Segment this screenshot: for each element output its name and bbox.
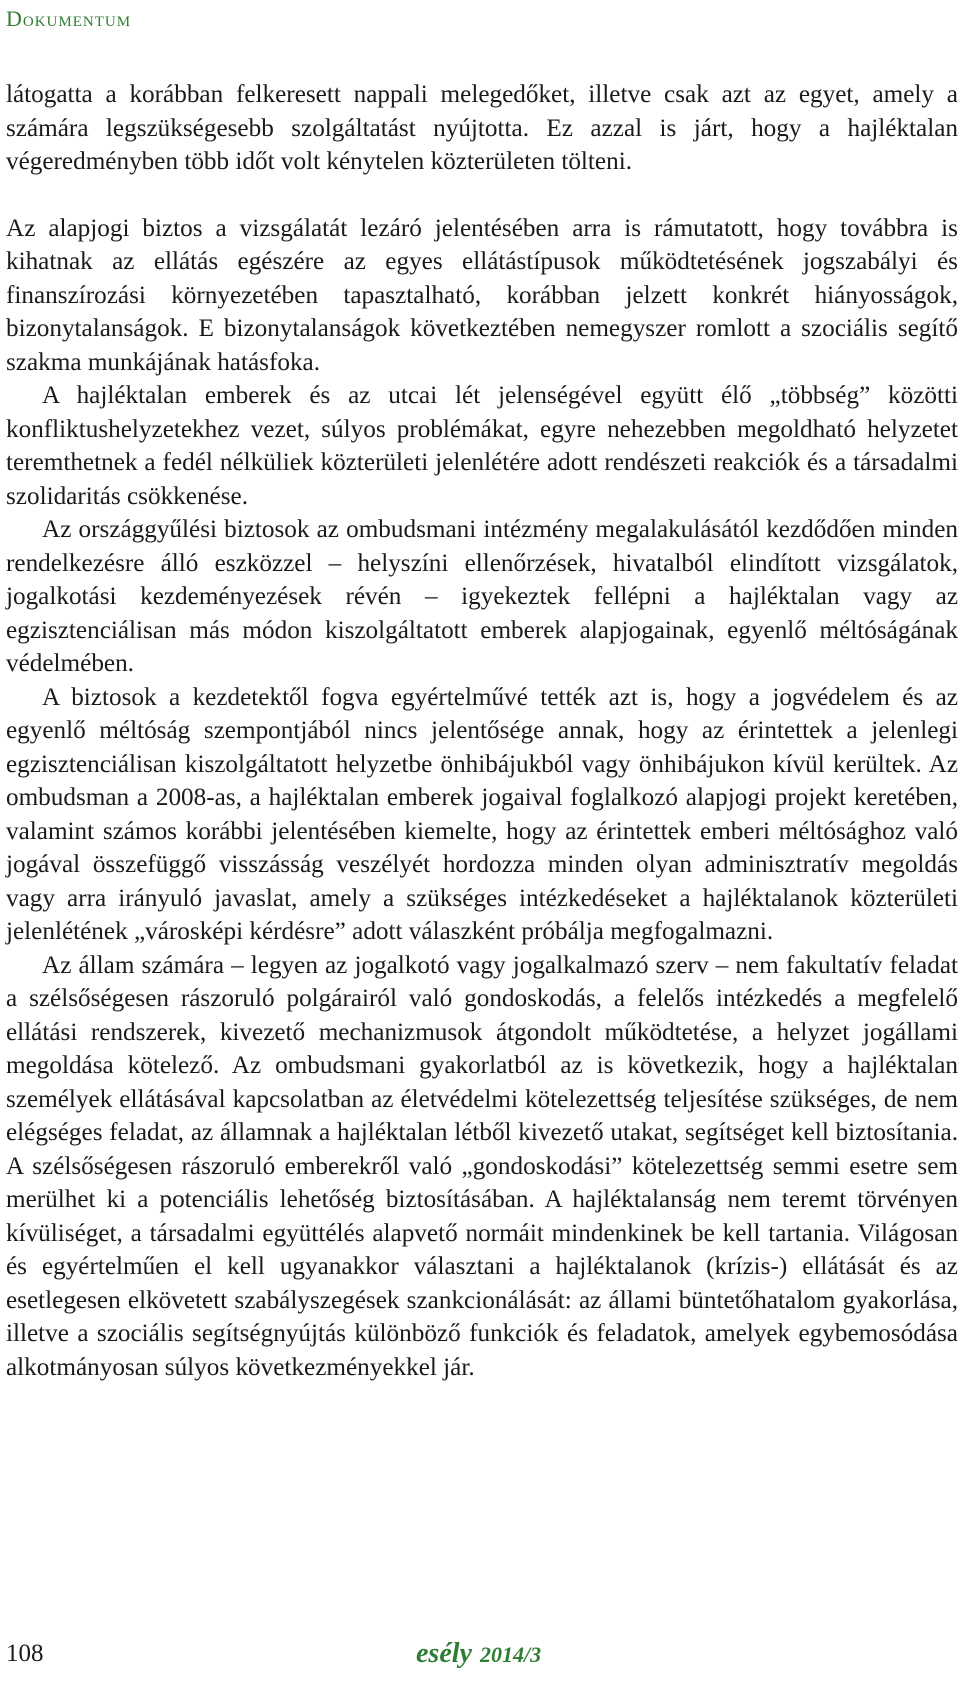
paragraph: Az alapjogi biztos a vizsgálatát lezáró jelentésében arra is rámutatott, hogy továbbra is kihatnak az ellátás egészére az egyes ellátástípusok működtetésének jogszabályi és finanszírozási környezetében tapasztalható, korábban jelzett konkrét hiányosságok, bizonytalanságok. E bizonytalanságok következtében nemegyszer romlott a szociális segítő szakma munkájának hatásfoka. <box>6 214 958 376</box>
page-number: 108 <box>6 1640 44 1667</box>
journal-issue: 2014/3 <box>479 1642 542 1667</box>
running-header: Dokumentum <box>6 6 132 31</box>
paragraph: A biztosok a kezdetektől fogva egyértelművé tették azt is, hogy a jogvédelem és az egyenlő méltóság szempontjából nincs jelentősége annak, hogy az érintettek a jelenlegi egzisztenciálisan kiszolgáltatott helyzetbe önhibájukból vagy önhibájukon kívül kerültek. Az ombudsman a 2008-as, a hajléktalan emberek jogaival foglalkozó alapjogi projekt keretében, valamint számos korábbi jelentésében kiemelte, hogy az érintettek emberi méltósághoz való jogával összefüggő visszásság veszélyét hordozza minden olyan adminisztratív megoldás vagy arra irányuló javaslat, amely a szükséges intézkedéseket a hajléktalanok közterületi jelenlétének „városképi kérdésre” adott válaszként próbálja megfogalmazni. <box>6 683 958 945</box>
paragraph: Az állam számára – legyen az jogalkotó vagy jogalkalmazó szerv – nem fakultatív feladat a szélsőségesen rászoruló polgárairól való gondoskodás, a felelős intézkedés a megfelelő ellátási rendszerek, kivezető mechanizmusok átgondolt működtetése, a helyzet jogállami megoldása kötelező. Az ombudsmani gyakorlatból az is következik, hogy a hajléktalan személyek ellátásával kapcsolatban az életvédelmi kötelezettség teljesítése szükséges, de nem elégséges feladat, az államnak a hajléktalan létből kivezető utakat, segítséget kell biztosítania. A szélsőségesen rászoruló emberekről való „gondoskodási” kötelezettség semmi esetre sem merülhet ki a potenciális lehetőség biztosításában. A hajléktalanság nem teremt törvényen kívüliséget, a társadalmi együttélés alapvető normáit mindenkinek be kell tartania. Világosan és egyértelműen el kell ugyanakkor választani a hajléktalanok (krízis-) ellátását és az esetlegesen elkövetett szabályszegések szankcionálását: az állami büntetőhatalom gyakorlása, illetve a szociális segítségnyújtás különböző funkciók és feladatok, amelyek egybemosódása alkotmányosan súlyos következményekkel jár. <box>6 951 958 1381</box>
paragraph: Az országgyűlési biztosok az ombudsmani intézmény megalakulásától kezdődően minden rendelkezésre álló eszközzel – helyszíni ellenőrzések, hivatalból elindított vizsgálatok, jogalkotási kezdeményezések révén – igyekeztek fellépni a hajléktalan vagy az egzisztenciálisan más módon kiszolgáltatott emberek alapjogainak, egyenlő méltóságának védelmében. <box>6 516 958 677</box>
paragraph: A hajléktalan emberek és az utcai lét jelenségével együtt élő „többség” közötti konfliktushelyzetekhez vezet, súlyos problémákat, egyre nehezebben megoldható helyzetet teremthetnek a fedél nélküliek közterületi jelenlétére adott rendészeti reakciók és a társadalmi szolidaritás csökkenése. <box>6 382 958 510</box>
journal-footer <box>416 1638 541 1670</box>
paragraph-continuation: látogatta a korábban felkeresett nappali melegedőket, illetve csak azt az egyet, amely a számára legszükségesebb szolgáltatást nyújtotta. Ez azzal is járt, hogy a hajléktalan végeredményben több időt volt kénytelen közterületen tölteni. <box>6 81 958 175</box>
body-text <box>6 78 958 1384</box>
journal-name: esély <box>416 1638 472 1669</box>
